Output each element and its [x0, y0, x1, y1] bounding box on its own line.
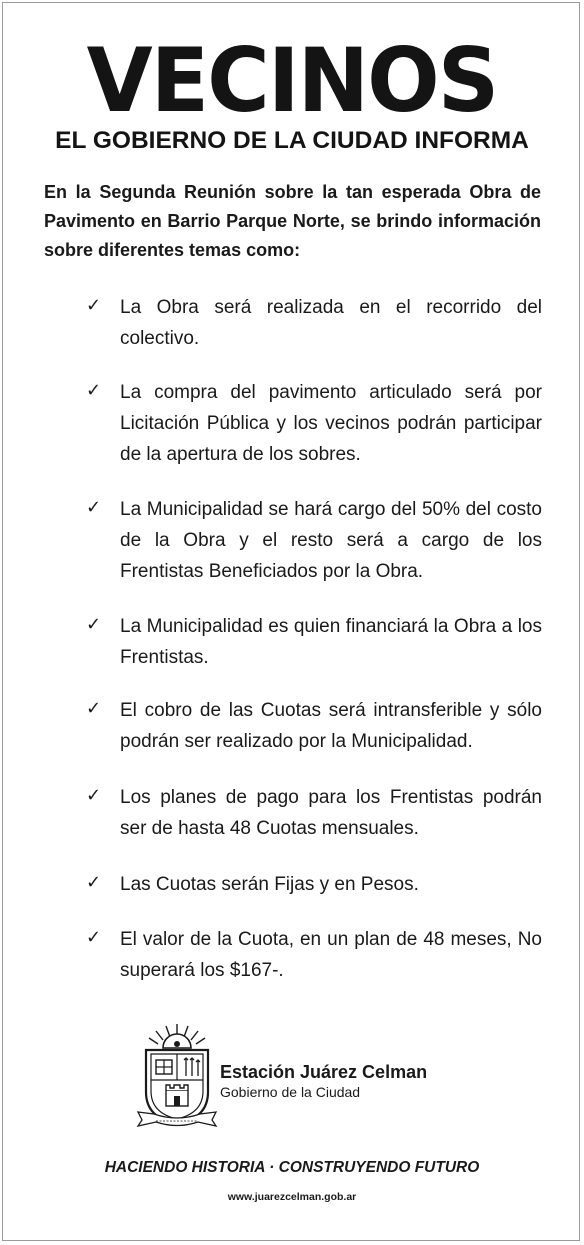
website-link[interactable]: www.juarezcelman.gob.ar	[227, 1191, 357, 1203]
checkmark-icon: ✓	[86, 927, 102, 948]
page-title: VECINOS	[86, 29, 498, 132]
slogan: HACIENDO HISTORIA · CONSTRUYENDO FUTURO	[104, 1159, 480, 1176]
list-item	[86, 782, 542, 844]
checkmark-icon: ✓	[86, 380, 102, 401]
list-item	[86, 377, 542, 470]
list-item	[86, 611, 542, 673]
list-item	[86, 695, 542, 757]
list-item	[86, 292, 542, 354]
municipal-coat-of-arms-icon	[136, 1022, 218, 1130]
list-item	[86, 869, 542, 900]
list-item-text: La Obra será realizada en el recorrido del colectivo.	[120, 297, 542, 349]
intro-paragraph: En la Segunda Reunión sobre la tan esperada Obra de Pavimento en Barrio Parque Norte, se brindo información sobre diferentes temas como:	[44, 182, 541, 260]
list-item-text: La Municipalidad se hará cargo del 50% del costo de la Obra y el resto será a cargo de los Frentistas Beneficiados por la Obra.	[120, 499, 542, 582]
checkmark-icon: ✓	[86, 872, 102, 893]
checkmark-icon: ✓	[86, 785, 102, 806]
checkmark-icon: ✓	[86, 698, 102, 719]
checkmark-icon: ✓	[86, 614, 102, 635]
brand-subtitle: Gobierno de la Ciudad	[220, 1084, 361, 1100]
page-subtitle: EL GOBIERNO DE LA CIUDAD INFORMA	[55, 127, 529, 154]
brand-name: Estación Juárez Celman	[220, 1062, 428, 1082]
list-item-text: El valor de la Cuota, en un plan de 48 meses, No superará los $167-.	[120, 929, 542, 981]
checkmark-icon: ✓	[86, 295, 102, 316]
checkmark-icon: ✓	[86, 497, 102, 518]
list-item	[86, 494, 542, 587]
list-item-text: La compra del pavimento articulado será por Licitación Pública y los vecinos podrán participar de la apertura de los sobres.	[120, 382, 542, 465]
list-item-text: El cobro de las Cuotas será intransferible y sólo podrán ser realizado por la Municipalidad.	[120, 700, 542, 752]
list-item-text: Los planes de pago para los Frentistas podrán ser de hasta 48 Cuotas mensuales.	[120, 787, 542, 839]
list-item-text: Las Cuotas serán Fijas y en Pesos.	[120, 874, 419, 895]
list-item-text: La Municipalidad es quien financiará la Obra a los Frentistas.	[120, 616, 542, 668]
list-item	[86, 924, 542, 986]
